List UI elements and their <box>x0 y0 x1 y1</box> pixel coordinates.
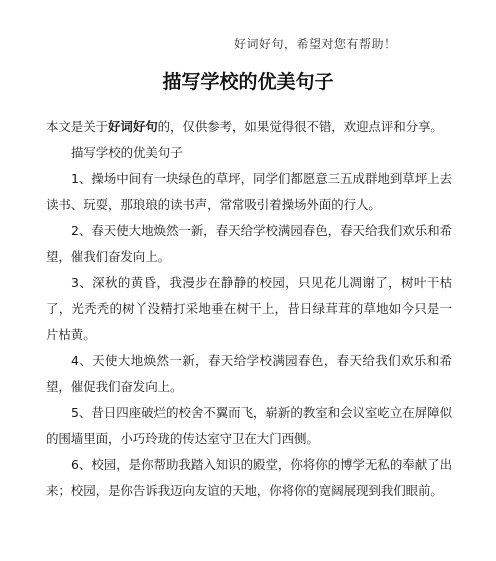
sentence-item-1: 1、操场中间有一块绿色的草坪，同学们都愿意三五成群地到草坪上去读书、玩耍，那琅琅的读书声，常常吸引着操场外面的行人。 <box>46 171 452 212</box>
sentence-item-3: 3、深秋的黄昏，我漫步在静静的校园，只见花儿凋谢了，树叶干枯了，光秃秃的树丫没精打采地垂在树干上，昔日绿茸茸的草地如今只是一片枯黄。 <box>46 275 452 342</box>
intro-text-before: 本文是关于 <box>46 119 109 134</box>
page-bottom-fade <box>0 555 496 561</box>
sentence-item-2: 2、春天使大地焕然一新，春天给学校满园春色，春天给我们欢乐和希望，催我们奋发向上。 <box>46 223 452 264</box>
intro-paragraph <box>46 114 452 140</box>
article-subtitle: 描写学校的优美句子 <box>71 145 183 160</box>
sentence-item-5: 5、昔日四座破烂的校舍不翼而飞，崭新的教室和会议室屹立在屏障似的围墙里面，小巧玲珑的传达室守卫在大门西侧。 <box>46 405 452 446</box>
intro-text-after: 的，仅供参考，如果觉得很不错，欢迎点评和分享。 <box>157 119 443 134</box>
article-body <box>46 114 452 504</box>
header-note: 好词好句，希望对您有帮助！ <box>234 37 397 51</box>
sentence-item-6: 6、校园，是你帮助我踏入知识的殿堂，你将你的博学无私的奉献了出来；校园，是你告诉我迈向友谊的天地，你将你的宽阔展现到我们眼前。 <box>46 457 452 498</box>
page-title: 描写学校的优美句子 <box>162 71 334 93</box>
intro-keyword-link[interactable]: 好词好句 <box>108 119 158 134</box>
sentence-item-4: 4、天使大地焕然一新，春天给学校满园春色，春天给我们欢乐和希望，催促我们奋发向上。 <box>46 353 452 394</box>
